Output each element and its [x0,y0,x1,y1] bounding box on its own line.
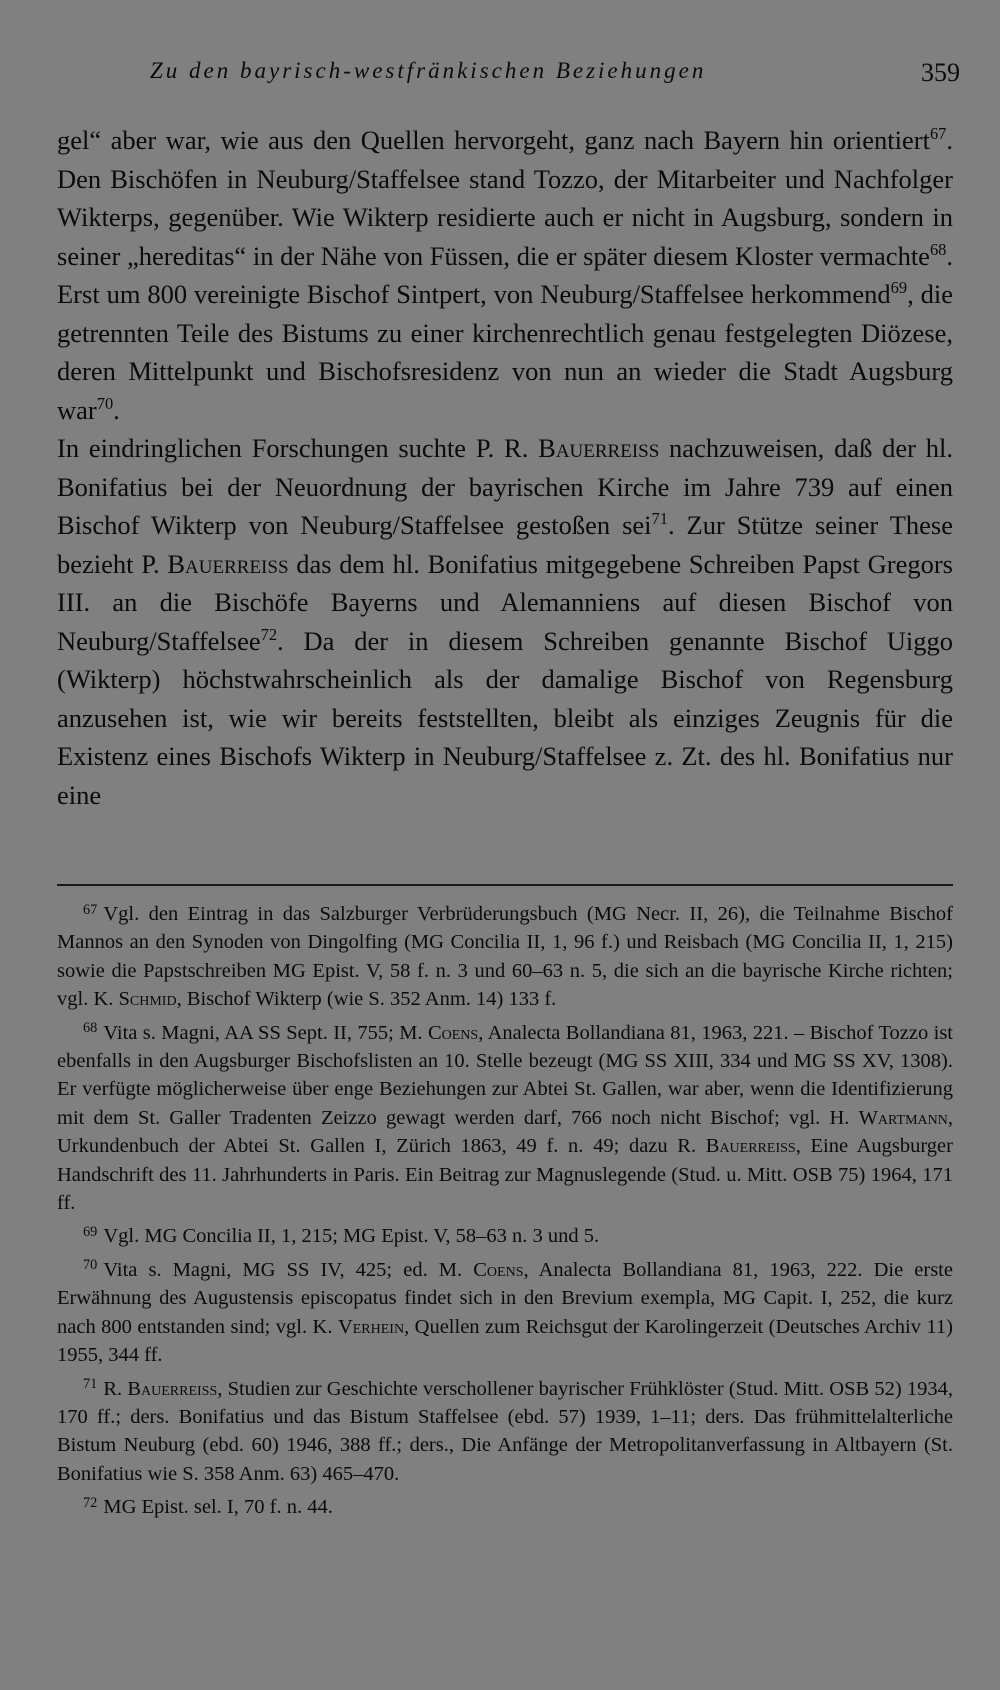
text-run: . [113,394,120,425]
footnote-text: , Urkundenbuch der Abtei St. Gallen I, Zürich 1863, 49 f. n. 49; dazu R. [57,1106,953,1158]
footnote-text: Vita s. Magni, MG SS IV, 425; ed. M. [103,1258,474,1281]
author-name: Bauerreiss [167,548,289,579]
footnote-ref-69: 69 [890,278,908,298]
text-run: gel“ aber war, wie aus den Quellen hervorgeht, ganz nach Bayern hin orientiert [57,125,930,155]
text-run: . Erst um 800 vereinigte Bischof Sintpert, von Neuburg/Staffelsee herkommend [57,240,953,309]
footnote-text: , Bischof Wikterp (wie S. 352 Anm. 14) 133 f. [176,988,557,1011]
footnote-text: Vgl. MG Concilia II, 1, 215; MG Epist. V, 58–63 n. 3 und 5. [103,1225,600,1248]
author-name: Bauerreiss [127,1377,218,1400]
footnote-number: 69 [83,1224,98,1241]
footnote-text: MG Epist. sel. I, 70 f. n. 44. [103,1496,333,1519]
footnote-text: , Analecta Bollandiana 81, 1963, 221. – Bischof Tozzo ist ebenfalls in den Augsburger Bischofslisten an 10. Stelle bezeugt (MG SS XIII, 334 und MG SS XV, 1308). Er verfügte möglicherweise über enge Beziehungen zur Abtei St. Gallen, war aber, wenn die Identifizierung mit dem St. Galler Tradenten Zeizzo gewagt werden darf, 766 noch nicht Bischof; vgl. H. [57,1021,954,1129]
footnote-divider [57,884,953,886]
running-title: Zu den bayrisch-westfränkischen Beziehungen [150,58,707,83]
text-run: In eindringlichen Forschungen suchte P. R. [57,433,539,463]
author-name: Bauerreiss [538,433,660,463]
page-number: 359 [921,58,960,87]
footnote-text: Vgl. den Eintrag in das Salzburger Verbrüderungsbuch (MG Necr. II, 26), die Teilnahme Bischof Mannos an den Synoden von Dingolfing (MG Concilia II, 1, 96 f.) und Reisbach (MG Concilia II, 1, 215) sowie die Papstschreiben MG Epist. V, 58 f. n. 3 und 60–63 n. 5, die sich an die bayrische Kirche richten; vgl. K. [57,903,953,1011]
text-run: . Da der in diesem Schreiben genannte Bischof Uiggo (Wikterp) höchstwahrscheinlich als der damalige Bischof von Regensburg anzusehen ist, wie wir bereits feststellten, bleibt als einziges Zeugnis für die Existenz eines Bischofs Wikterp in Neuburg/Staffelsee z. Zt. des hl. Bonifatius nur eine [57,625,953,810]
text-run: nachzuweisen, daß der hl. Bonifatius bei der Neuordnung der bayrischen Kirche im Jahre 739 auf einen Bischof Wikterp von Neuburg/Staffelsee gestoßen sei [57,433,953,540]
footnote-text: , Analecta Bollandiana 81, 1963, 222. Die erste Erwähnung des Augustensis episcopatus findet sich in den Brevium exempla, MG Capit. I, 252, die kurz nach 800 entstanden sind; vgl. K. [57,1258,953,1338]
main-text [57,121,953,814]
footnote-ref-67: 67 [929,124,947,144]
footnote-69 [57,1222,953,1250]
footnote-text: , Eine Augsburger Handschrift des 11. Jahrhunderts in Paris. Ein Beitrag zur Magnuslegende (Stud. u. Mitt. OSB 75) 1964, 171 ff. [57,1135,953,1215]
footnote-number: 67 [83,901,98,918]
footnote-text: Vita s. Magni, AA SS Sept. II, 755; M. [103,1021,428,1044]
footnote-67 [57,900,953,1014]
footnote-ref-72: 72 [260,624,278,644]
footnote-text: , Studien zur Geschichte verschollener bayrischer Frühklöster (Stud. Mitt. OSB 52) 1934, 170 ff.; ders. Bonifatius und das Bistum Staffelsee (ebd. 57) 1939, 1–11; ders. Das frühmittelalterliche Bistum Neuburg (ebd. 60) 1946, 388 ff.; ders., Die Anfänge der Metropolitanverfassung in Altbayern (St. Bonifatius wie S. 358 Anm. 63) 465–470. [57,1377,953,1485]
paragraph-2 [57,429,953,814]
text-run: das dem hl. Bonifatius mitgegebene Schreiben Papst Gregors III. an die Bischöfe Bayerns und Alemanniens auf diesen Bischof von Neuburg/Staffelsee [57,548,953,656]
author-name: Schmid [118,988,177,1011]
author-name: Verhein [337,1315,405,1338]
footnote-70 [57,1256,953,1370]
page-header [150,58,960,98]
author-name: Coens [427,1021,479,1044]
footnote-71 [57,1375,953,1489]
text-run: . Den Bischöfen in Neuburg/Staffelsee stand Tozzo, der Mitarbeiter und Nachfolger Wikterps, gegenüber. Wie Wikterp residierte auch er nicht in Augsburg, sondern in seiner „hereditas“ in der Nähe von Füssen, die er später diesem Kloster vermachte [57,125,953,271]
footnote-ref-68: 68 [929,239,947,259]
author-name: Wartmann [858,1106,948,1129]
footnote-number: 70 [83,1257,98,1274]
footnote-text: R. [103,1377,128,1400]
footnote-68 [57,1019,953,1218]
footnote-ref-70: 70 [96,393,114,413]
footnote-text: , Quellen zum Reichsgut der Karolingerzeit (Deutsches Archiv 11) 1955, 344 ff. [57,1315,953,1367]
author-name: Bauerreiss [705,1135,796,1158]
footnote-number: 68 [83,1020,98,1037]
author-name: Coens [473,1258,524,1281]
paragraph-1 [57,121,953,429]
footnote-72 [57,1493,953,1521]
footnote-number: 72 [83,1494,98,1511]
footnote-ref-71: 71 [651,509,668,529]
footnotes [57,900,953,1527]
text-run: , die getrennten Teile des Bistums zu einer kirchenrechtlich genau festgelegten Diözese, deren Mittelpunkt und Bischofsresidenz von nun an wieder die Stadt Augsburg war [57,279,954,425]
footnote-number: 71 [83,1376,98,1393]
text-run: . Zur Stütze seiner These bezieht P. [57,510,953,579]
